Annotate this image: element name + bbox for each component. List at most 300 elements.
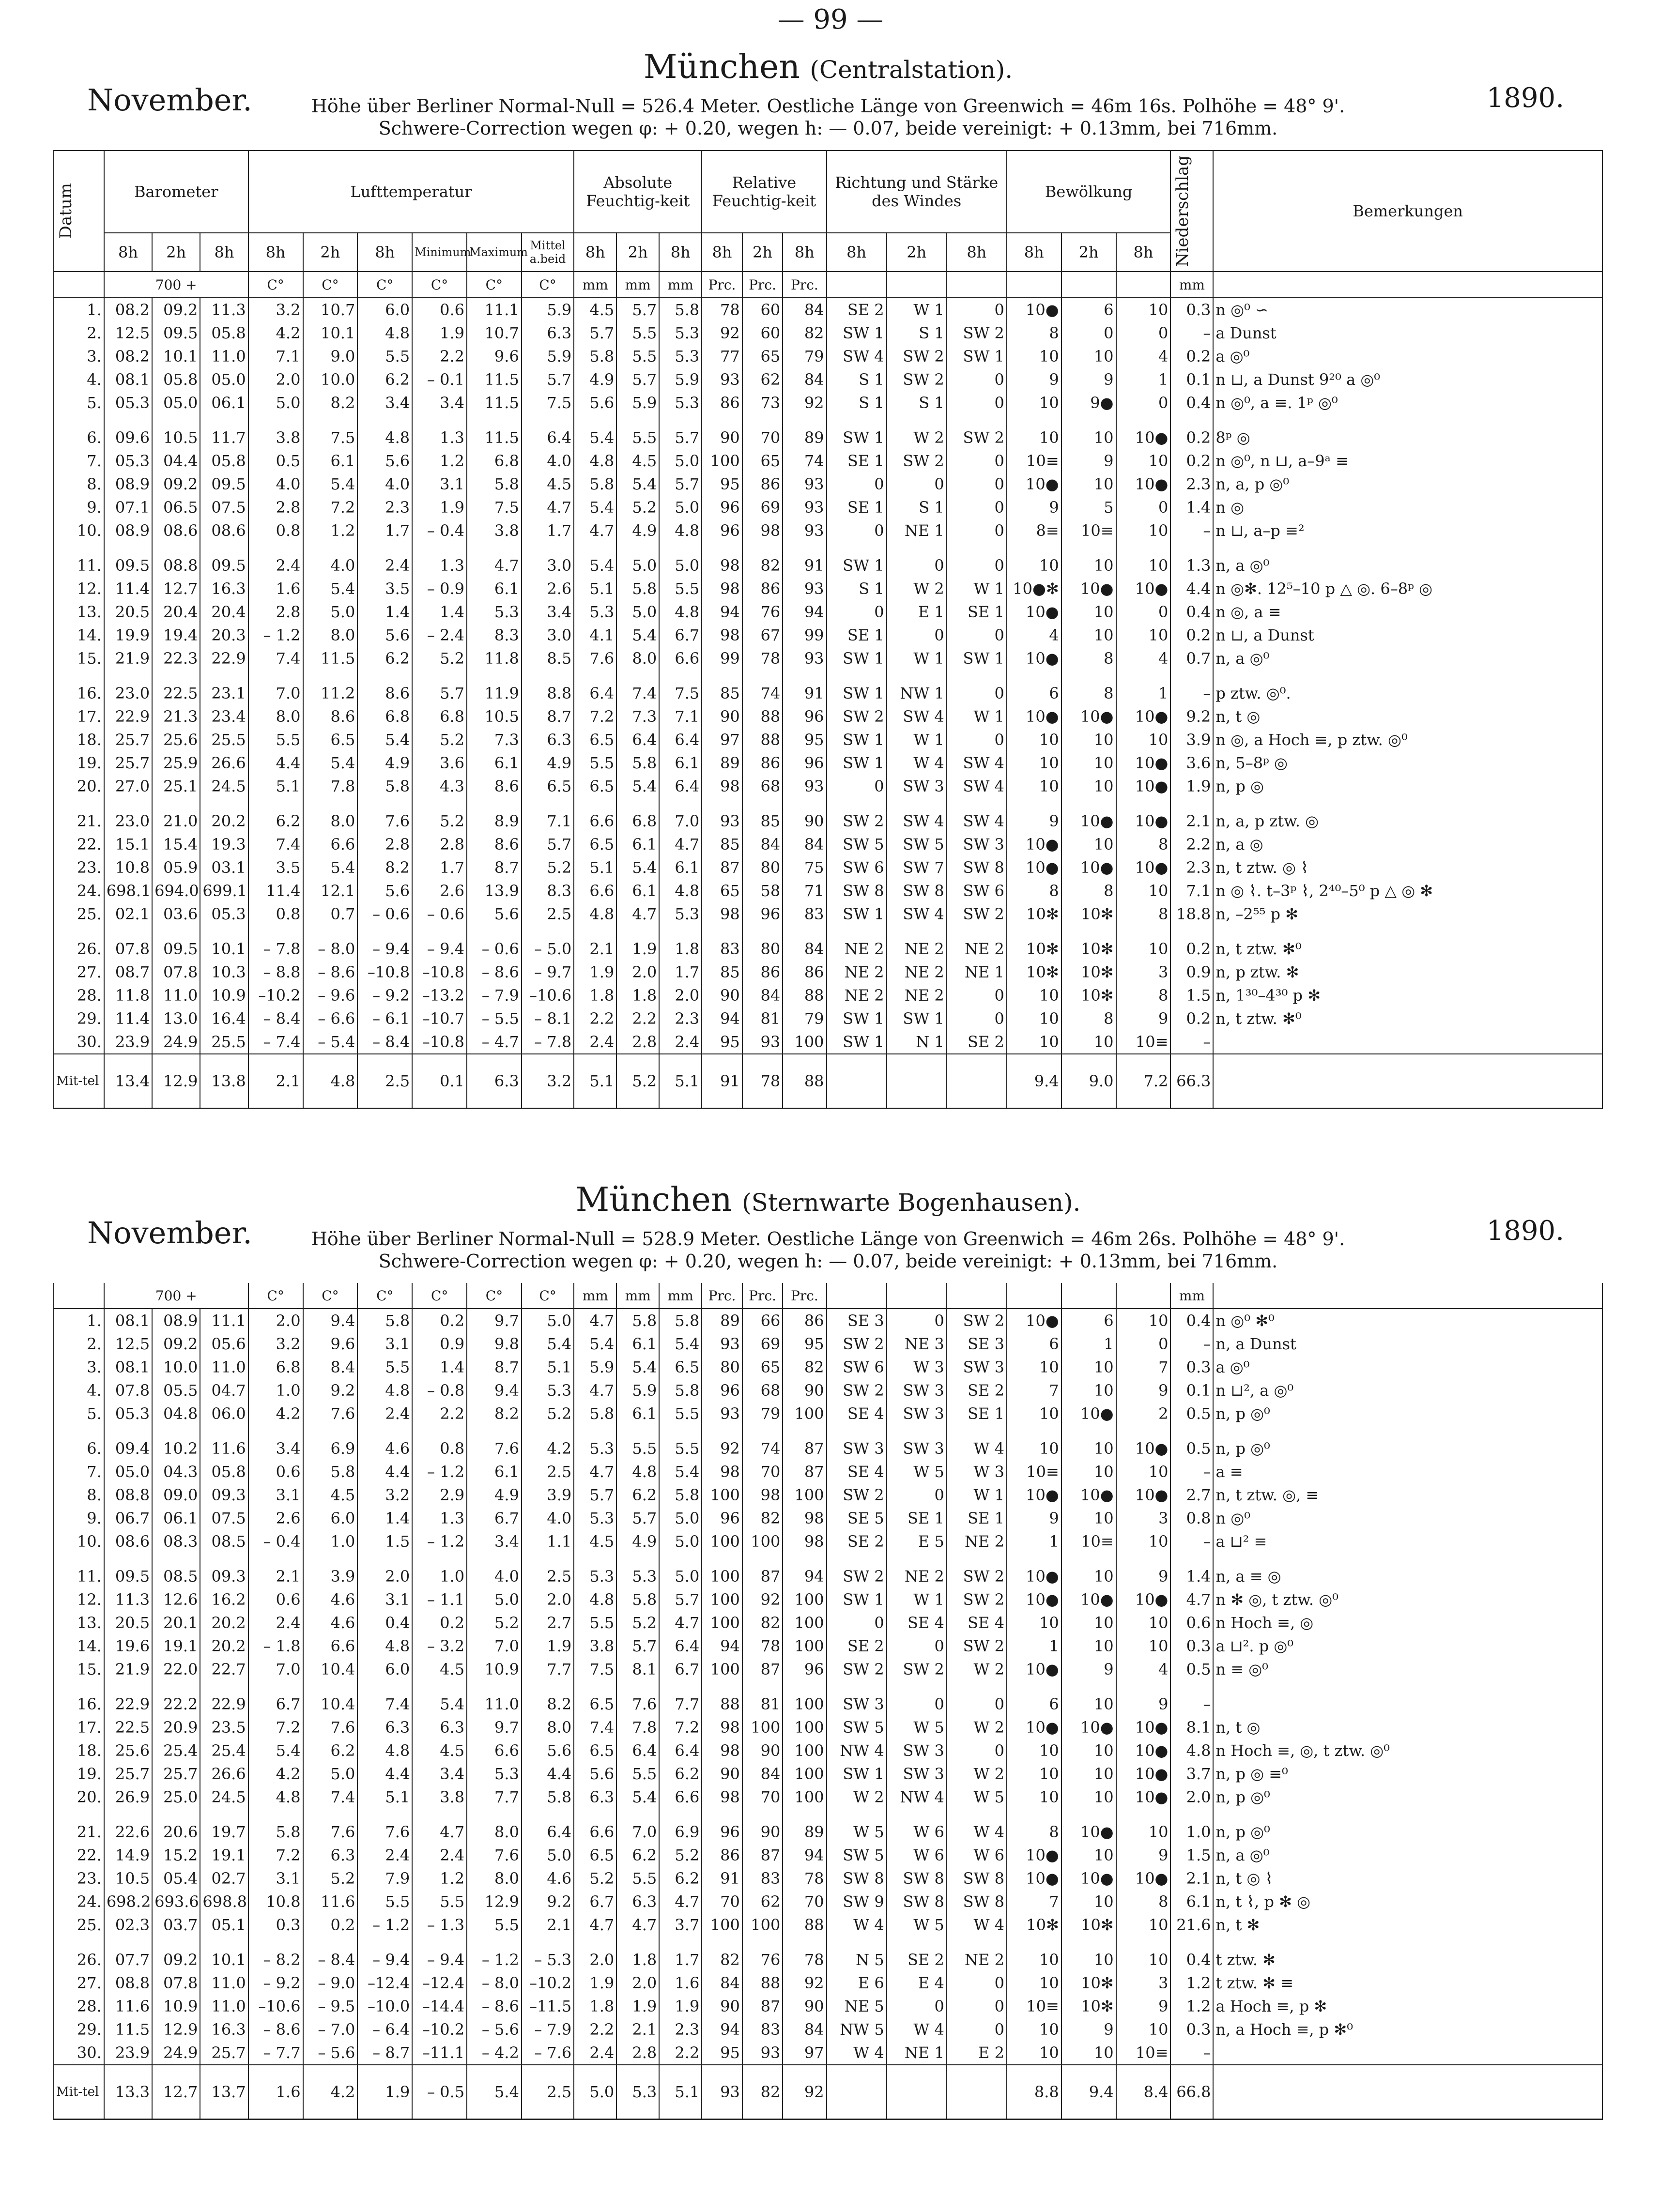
cell-precipitation: 0.2	[1170, 426, 1213, 449]
cell-day: 19.	[54, 1762, 104, 1785]
cell-abs-hum-2h: 6.3	[616, 1890, 659, 1913]
cell-temp-2h: – 8.0	[303, 937, 358, 961]
cell-abs-hum-2h: 5.7	[616, 368, 659, 391]
cell-rel-hum-8h-evening: 86	[783, 961, 826, 984]
cell-cloud-8h: 10	[1007, 2018, 1061, 2041]
cell-cloud-2h: 10	[1061, 1844, 1116, 1867]
cell-baro-8h: 07.7	[104, 1948, 152, 1971]
cell-abs-hum-2h: 5.9	[616, 391, 659, 414]
cell-rel-hum-8h: 98	[702, 577, 742, 600]
cell-rel-hum-8h-evening: 83	[783, 902, 826, 926]
mean-abs-hum-2h: 5.2	[616, 1054, 659, 1109]
cell-rel-hum-2h: 74	[742, 1437, 783, 1460]
cell-abs-hum-8h-evening: 2.3	[659, 2018, 702, 2041]
cell-rel-hum-2h: 60	[742, 298, 783, 321]
cell-rel-hum-2h: 70	[742, 1460, 783, 1483]
mean-wind-2h	[887, 2065, 947, 2120]
cell-wind-8h-evening: SE 1	[947, 1507, 1007, 1530]
cell-temp-8h: 2.0	[248, 1309, 303, 1332]
cell-temp-min: –11.1	[412, 2041, 467, 2065]
cell-temp-2h: 6.1	[303, 449, 358, 473]
cell-temp-min: 5.7	[412, 682, 467, 705]
cell-cloud-8h: 9	[1007, 1507, 1061, 1530]
mean-precipitation: 66.8	[1170, 2065, 1213, 2120]
cell-wind-8h: N 5	[827, 1948, 887, 1971]
cell-precipitation: –	[1170, 321, 1213, 345]
cell-abs-hum-8h-evening: 5.5	[659, 1402, 702, 1425]
cell-temp-8h: 2.8	[248, 496, 303, 519]
cell-day: 5.	[54, 1402, 104, 1425]
cell-temp-8h: 6.7	[248, 1693, 303, 1716]
cell-temp-max: 6.1	[467, 1460, 522, 1483]
cell-baro-8h-evening: 25.4	[200, 1739, 248, 1762]
cell-cloud-2h: 10	[1061, 1948, 1116, 1971]
cell-temp-min: 1.4	[412, 1356, 467, 1379]
cell-temp-8h-evening: 4.6	[357, 1437, 412, 1460]
cell-wind-8h: SW 1	[827, 1762, 887, 1785]
cell-cloud-2h: 10≡	[1061, 1530, 1116, 1553]
cell-temp-8h-evening: 5.6	[357, 449, 412, 473]
cell-cloud-2h: 10	[1061, 1507, 1116, 1530]
cell-wind-8h-evening: W 4	[947, 1913, 1007, 1937]
cell-temp-max: 9.4	[467, 1379, 522, 1402]
cell-temp-mean: 5.7	[522, 368, 574, 391]
mean-remarks	[1213, 2065, 1602, 2120]
cell-temp-min: 5.5	[412, 1890, 467, 1913]
mean-baro-8h: 13.4	[104, 1054, 152, 1109]
cell-precipitation: 6.1	[1170, 1890, 1213, 1913]
cell-rel-hum-2h: 76	[742, 1948, 783, 1971]
cell-cloud-8h-evening: 0	[1116, 496, 1171, 519]
cell-temp-2h: 8.2	[303, 391, 358, 414]
cell-baro-8h: 08.9	[104, 473, 152, 496]
cell-remarks: n, a ◎	[1213, 833, 1602, 856]
cell-rel-hum-8h: 93	[702, 1402, 742, 1425]
cell-rel-hum-8h: 65	[702, 879, 742, 902]
cell-temp-mean: 6.4	[522, 426, 574, 449]
cell-precipitation: 9.2	[1170, 705, 1213, 728]
cell-rel-hum-2h: 87	[742, 1844, 783, 1867]
cell-abs-hum-8h-evening: 6.4	[659, 1739, 702, 1762]
cell-day: 29.	[54, 2018, 104, 2041]
cell-abs-hum-8h: 7.2	[574, 705, 616, 728]
cell-precipitation: 18.8	[1170, 902, 1213, 926]
cell-rel-hum-8h: 98	[702, 1716, 742, 1739]
cell-wind-8h: SW 6	[827, 1356, 887, 1379]
mean-temp-8h: 1.6	[248, 2065, 303, 2120]
cell-abs-hum-8h: 2.1	[574, 937, 616, 961]
cell-wind-8h: W 4	[827, 1913, 887, 1937]
cell-wind-2h: SW 3	[887, 1739, 947, 1762]
cell-temp-mean: 6.4	[522, 1820, 574, 1844]
cell-temp-8h-evening: 4.8	[357, 426, 412, 449]
cell-rel-hum-8h: 83	[702, 937, 742, 961]
cell-temp-8h-evening: 4.4	[357, 1460, 412, 1483]
cell-cloud-2h: 10✻	[1061, 937, 1116, 961]
cell-wind-8h-evening: NE 2	[947, 1948, 1007, 1971]
cell-temp-2h: 5.2	[303, 1867, 358, 1890]
cell-remarks: n, a, p ztw. ◎	[1213, 809, 1602, 833]
cell-baro-8h-evening: 11.6	[200, 1437, 248, 1460]
cell-temp-8h-evening: – 9.2	[357, 984, 412, 1007]
cell-remarks: n, a ◎⁰	[1213, 554, 1602, 577]
cell-baro-2h: 21.0	[152, 809, 200, 833]
cell-temp-8h-evening: – 1.2	[357, 1913, 412, 1937]
cell-temp-8h-evening: 4.0	[357, 473, 412, 496]
cell-rel-hum-2h: 100	[742, 1530, 783, 1553]
cell-rel-hum-8h: 97	[702, 728, 742, 751]
cell-temp-8h: 2.1	[248, 1565, 303, 1588]
cell-baro-8h: 698.1	[104, 879, 152, 902]
cell-temp-max: 6.6	[467, 1739, 522, 1762]
cell-baro-2h: 20.1	[152, 1611, 200, 1634]
cell-baro-8h: 08.7	[104, 961, 152, 984]
unit-temp-max: C°	[467, 1283, 522, 1309]
cell-baro-8h-evening: 23.5	[200, 1716, 248, 1739]
cell-wind-8h-evening: SW 2	[947, 1588, 1007, 1611]
cell-wind-2h: NE 2	[887, 1565, 947, 1588]
cell-rel-hum-8h: 92	[702, 1437, 742, 1460]
cell-baro-8h-evening: 11.1	[200, 1309, 248, 1332]
cell-cloud-2h: 10	[1061, 1356, 1116, 1379]
cell-remarks: a ⊔². p ◎⁰	[1213, 1634, 1602, 1658]
cell-cloud-8h-evening: 10	[1116, 879, 1171, 902]
cell-cloud-2h: 6	[1061, 1309, 1116, 1332]
cell-cloud-2h: 5	[1061, 496, 1116, 519]
cell-temp-8h: 2.8	[248, 600, 303, 624]
cell-abs-hum-8h: 5.2	[574, 1867, 616, 1890]
table-row	[54, 682, 1602, 705]
cell-temp-min: 2.9	[412, 1483, 467, 1507]
cell-wind-8h: SW 1	[827, 728, 887, 751]
cell-cloud-8h-evening: 10	[1116, 1530, 1171, 1553]
cell-baro-8h-evening: 20.4	[200, 600, 248, 624]
cell-temp-8h-evening: 3.4	[357, 391, 412, 414]
cell-rel-hum-8h: 86	[702, 1844, 742, 1867]
cell-temp-min: – 1.2	[412, 1530, 467, 1553]
cell-temp-2h: 7.6	[303, 1402, 358, 1425]
cell-remarks: n, p ◎⁰	[1213, 1820, 1602, 1844]
cell-cloud-8h-evening: 10●	[1116, 1437, 1171, 1460]
cell-rel-hum-8h: 89	[702, 1309, 742, 1332]
cell-precipitation: 8.1	[1170, 1716, 1213, 1739]
cell-temp-8h-evening: 1.5	[357, 1530, 412, 1553]
cell-cloud-2h: 10●	[1061, 1716, 1116, 1739]
cell-rel-hum-8h-evening: 90	[783, 809, 826, 833]
cell-abs-hum-8h: 4.8	[574, 449, 616, 473]
cell-baro-8h: 25.6	[104, 1739, 152, 1762]
cell-rel-hum-2h: 80	[742, 856, 783, 879]
cell-wind-8h-evening: W 1	[947, 577, 1007, 600]
cell-abs-hum-2h: 5.4	[616, 775, 659, 798]
cell-temp-8h-evening: 4.8	[357, 1379, 412, 1402]
cell-cloud-8h: 10●	[1007, 833, 1061, 856]
cell-abs-hum-8h: 7.4	[574, 1716, 616, 1739]
cell-rel-hum-8h-evening: 93	[783, 519, 826, 542]
cell-wind-8h-evening: 0	[947, 682, 1007, 705]
cell-cloud-2h: 10	[1061, 1030, 1116, 1054]
cell-cloud-8h-evening: 0	[1116, 600, 1171, 624]
cell-cloud-8h: 10✻	[1007, 937, 1061, 961]
cell-abs-hum-8h: 5.8	[574, 1402, 616, 1425]
cell-baro-8h: 09.5	[104, 1565, 152, 1588]
cell-cloud-8h: 10	[1007, 2041, 1061, 2065]
cell-abs-hum-2h: 7.4	[616, 682, 659, 705]
table-row	[54, 984, 1602, 1007]
cell-cloud-2h: 10✻	[1061, 902, 1116, 926]
cell-wind-8h: W 4	[827, 2041, 887, 2065]
cell-temp-min: 4.5	[412, 1658, 467, 1681]
cell-baro-8h-evening: 20.2	[200, 1611, 248, 1634]
cell-temp-2h: 11.6	[303, 1890, 358, 1913]
table-row	[54, 775, 1602, 798]
cell-temp-min: –10.2	[412, 2018, 467, 2041]
cell-cloud-8h: 8	[1007, 1820, 1061, 1844]
table-row	[54, 368, 1602, 391]
cell-cloud-8h: 10	[1007, 1030, 1061, 1054]
table-row	[54, 809, 1602, 833]
cell-rel-hum-8h-evening: 98	[783, 1530, 826, 1553]
cell-day: 4.	[54, 1379, 104, 1402]
cell-temp-mean: 3.0	[522, 624, 574, 647]
cell-rel-hum-2h: 78	[742, 1634, 783, 1658]
table-row	[54, 937, 1602, 961]
cell-baro-8h-evening: 25.5	[200, 1030, 248, 1054]
cell-wind-2h: SW 5	[887, 833, 947, 856]
cell-precipitation: 0.3	[1170, 1634, 1213, 1658]
table-row	[54, 473, 1602, 496]
mean-row	[54, 1054, 1602, 1109]
cell-temp-8h: 3.4	[248, 1437, 303, 1460]
cell-baro-2h: 08.6	[152, 519, 200, 542]
cell-cloud-2h: 10✻	[1061, 961, 1116, 984]
cell-temp-8h: 7.4	[248, 647, 303, 670]
cell-temp-min: 4.7	[412, 1820, 467, 1844]
cell-precipitation: 0.3	[1170, 1356, 1213, 1379]
table-row	[54, 1890, 1602, 1913]
cell-abs-hum-8h-evening: 6.6	[659, 1785, 702, 1809]
cell-baro-2h: 25.4	[152, 1739, 200, 1762]
cell-baro-8h-evening: 26.6	[200, 1762, 248, 1785]
cell-remarks: n ◎⁰, a ≡. 1ᵖ ◎⁰	[1213, 391, 1602, 414]
cell-temp-8h: 2.4	[248, 554, 303, 577]
unit-cloud-8h	[1007, 1283, 1061, 1309]
cell-wind-8h-evening: 0	[947, 1995, 1007, 2018]
cell-rel-hum-8h-evening: 96	[783, 751, 826, 775]
cell-temp-min: 2.2	[412, 345, 467, 368]
cell-precipitation: –	[1170, 1693, 1213, 1716]
cell-abs-hum-8h-evening: 5.8	[659, 1483, 702, 1507]
cell-temp-8h-evening: – 8.7	[357, 2041, 412, 2065]
cell-baro-8h: 23.0	[104, 682, 152, 705]
cell-temp-min: 3.4	[412, 391, 467, 414]
cell-rel-hum-2h: 98	[742, 519, 783, 542]
cell-wind-2h: W 4	[887, 751, 947, 775]
cell-baro-8h-evening: 16.2	[200, 1588, 248, 1611]
cell-abs-hum-2h: 5.2	[616, 1611, 659, 1634]
cell-cloud-8h: 10	[1007, 728, 1061, 751]
cell-temp-2h: 9.0	[303, 345, 358, 368]
cell-abs-hum-2h: 4.8	[616, 1460, 659, 1483]
cell-precipitation: 2.3	[1170, 856, 1213, 879]
cell-rel-hum-2h: 86	[742, 751, 783, 775]
cell-rel-hum-8h-evening: 96	[783, 705, 826, 728]
cell-wind-8h: SW 9	[827, 1890, 887, 1913]
cell-cloud-2h: 10	[1061, 2041, 1116, 2065]
cell-cloud-8h-evening: 10	[1116, 519, 1171, 542]
cell-baro-8h-evening: 22.9	[200, 647, 248, 670]
cell-abs-hum-2h: 5.4	[616, 624, 659, 647]
cell-cloud-8h: 10	[1007, 1007, 1061, 1030]
cell-temp-min: 2.2	[412, 1402, 467, 1425]
cell-remarks: n ≡ ◎⁰	[1213, 1658, 1602, 1681]
cell-rel-hum-8h: 100	[702, 1913, 742, 1937]
cell-baro-2h: 19.1	[152, 1634, 200, 1658]
cell-abs-hum-2h: 5.4	[616, 856, 659, 879]
cell-abs-hum-2h: 5.9	[616, 1379, 659, 1402]
mean-wind-8h-evening	[947, 2065, 1007, 2120]
cell-cloud-8h-evening: 4	[1116, 345, 1171, 368]
cell-baro-8h: 07.1	[104, 496, 152, 519]
cell-abs-hum-8h-evening: 5.3	[659, 391, 702, 414]
cell-precipitation: 1.4	[1170, 1565, 1213, 1588]
cell-abs-hum-8h-evening: 5.0	[659, 449, 702, 473]
cell-remarks: n ◎⁰ ∽	[1213, 298, 1602, 321]
cell-abs-hum-8h-evening: 6.5	[659, 1356, 702, 1379]
cell-wind-2h: W 5	[887, 1716, 947, 1739]
cell-temp-min: 3.8	[412, 1785, 467, 1809]
cell-temp-8h-evening: 2.4	[357, 1844, 412, 1867]
cell-cloud-8h: 10≡	[1007, 449, 1061, 473]
cell-temp-8h: – 1.8	[248, 1634, 303, 1658]
table-row	[54, 1658, 1602, 1681]
niederschlag-header: Niederschlag	[1173, 155, 1193, 267]
cell-temp-mean: 5.0	[522, 1844, 574, 1867]
cell-rel-hum-2h: 84	[742, 984, 783, 1007]
cell-abs-hum-2h: 6.1	[616, 833, 659, 856]
cell-precipitation: 0.1	[1170, 1379, 1213, 1402]
cell-precipitation: 1.0	[1170, 1820, 1213, 1844]
cell-wind-8h-evening: 0	[947, 624, 1007, 647]
cell-baro-8h-evening: 05.8	[200, 449, 248, 473]
cell-cloud-8h-evening: 3	[1116, 961, 1171, 984]
cell-cloud-8h-evening: 1	[1116, 682, 1171, 705]
cell-rel-hum-8h: 96	[702, 519, 742, 542]
cell-baro-8h: 23.0	[104, 809, 152, 833]
cell-wind-2h: SW 3	[887, 775, 947, 798]
cell-wind-8h: SW 2	[827, 809, 887, 833]
cell-wind-2h: S 1	[887, 321, 947, 345]
cell-rel-hum-8h-evening: 97	[783, 2041, 826, 2065]
cell-wind-8h: SW 2	[827, 705, 887, 728]
cell-day: 26.	[54, 937, 104, 961]
cell-baro-8h-evening: 20.2	[200, 1634, 248, 1658]
cell-abs-hum-8h-evening: 4.8	[659, 600, 702, 624]
cell-baro-8h: 25.7	[104, 751, 152, 775]
month-label: November.	[87, 1215, 252, 1251]
cell-precipitation: –	[1170, 1460, 1213, 1483]
cell-rel-hum-8h: 94	[702, 1007, 742, 1030]
cell-temp-mean: 5.4	[522, 1332, 574, 1356]
cell-wind-8h-evening: W 2	[947, 1716, 1007, 1739]
cell-temp-8h: 1.6	[248, 577, 303, 600]
cell-rel-hum-2h: 90	[742, 1739, 783, 1762]
cell-temp-min: –12.4	[412, 1971, 467, 1995]
cell-temp-2h: 7.6	[303, 1716, 358, 1739]
cell-wind-2h: 0	[887, 1995, 947, 2018]
cell-temp-min: – 0.4	[412, 519, 467, 542]
cell-abs-hum-8h: 2.2	[574, 2018, 616, 2041]
cell-temp-8h: – 7.8	[248, 937, 303, 961]
cell-temp-8h-evening: 7.6	[357, 1820, 412, 1844]
cell-rel-hum-8h: 88	[702, 1693, 742, 1716]
cell-temp-8h-evening: 7.4	[357, 1693, 412, 1716]
cell-temp-8h-evening: 5.8	[357, 1309, 412, 1332]
cell-baro-8h-evening: 09.5	[200, 554, 248, 577]
cell-temp-max: – 0.6	[467, 937, 522, 961]
table-row	[54, 1565, 1602, 1588]
table-row	[54, 1332, 1602, 1356]
cell-abs-hum-8h: 6.4	[574, 682, 616, 705]
cell-rel-hum-2h: 83	[742, 2018, 783, 2041]
cell-wind-8h-evening: 0	[947, 391, 1007, 414]
cell-baro-8h: 08.8	[104, 1483, 152, 1507]
cell-temp-2h: 9.6	[303, 1332, 358, 1356]
cell-wind-2h: W 5	[887, 1460, 947, 1483]
unit-cloud-2h	[1061, 272, 1116, 298]
cell-rel-hum-8h: 82	[702, 1948, 742, 1971]
cell-abs-hum-8h-evening: 4.8	[659, 519, 702, 542]
cell-abs-hum-8h: 5.1	[574, 577, 616, 600]
cell-abs-hum-2h: 2.0	[616, 1971, 659, 1995]
cell-temp-mean: 2.5	[522, 1565, 574, 1588]
unit-day	[54, 1283, 104, 1309]
cell-temp-8h-evening: 5.8	[357, 775, 412, 798]
mean-temp-mean: 2.5	[522, 2065, 574, 2120]
cell-cloud-8h-evening: 2	[1116, 1402, 1171, 1425]
cell-cloud-8h-evening: 10	[1116, 554, 1171, 577]
cell-cloud-2h: 8	[1061, 879, 1116, 902]
cell-wind-8h: SE 5	[827, 1507, 887, 1530]
cell-rel-hum-8h-evening: 79	[783, 345, 826, 368]
cell-abs-hum-8h-evening: 6.4	[659, 775, 702, 798]
cell-baro-2h: 21.3	[152, 705, 200, 728]
cell-temp-max: 11.0	[467, 1693, 522, 1716]
cell-temp-8h-evening: 7.6	[357, 809, 412, 833]
cell-rel-hum-2h: 74	[742, 682, 783, 705]
cell-wind-2h: NW 1	[887, 682, 947, 705]
cell-abs-hum-8h-evening: 5.8	[659, 1379, 702, 1402]
cell-temp-2h: 1.2	[303, 519, 358, 542]
cell-abs-hum-8h-evening: 1.6	[659, 1971, 702, 1995]
cell-day: 14.	[54, 624, 104, 647]
cell-temp-8h: 3.1	[248, 1867, 303, 1890]
cell-cloud-8h: 6	[1007, 1332, 1061, 1356]
cell-day: 13.	[54, 600, 104, 624]
cell-temp-8h: 8.0	[248, 705, 303, 728]
cell-wind-8h: W 2	[827, 1785, 887, 1809]
cell-cloud-8h: 10●	[1007, 1716, 1061, 1739]
cell-remarks: n, p ◎	[1213, 775, 1602, 798]
cell-temp-max: 5.8	[467, 473, 522, 496]
cell-wind-8h-evening: 0	[947, 1739, 1007, 1762]
table-row	[54, 1437, 1602, 1460]
cell-cloud-2h: 9	[1061, 2018, 1116, 2041]
table-row	[54, 1762, 1602, 1785]
cell-temp-mean: 4.5	[522, 473, 574, 496]
cell-wind-2h: SW 7	[887, 856, 947, 879]
cell-wind-8h-evening: W 4	[947, 1437, 1007, 1460]
